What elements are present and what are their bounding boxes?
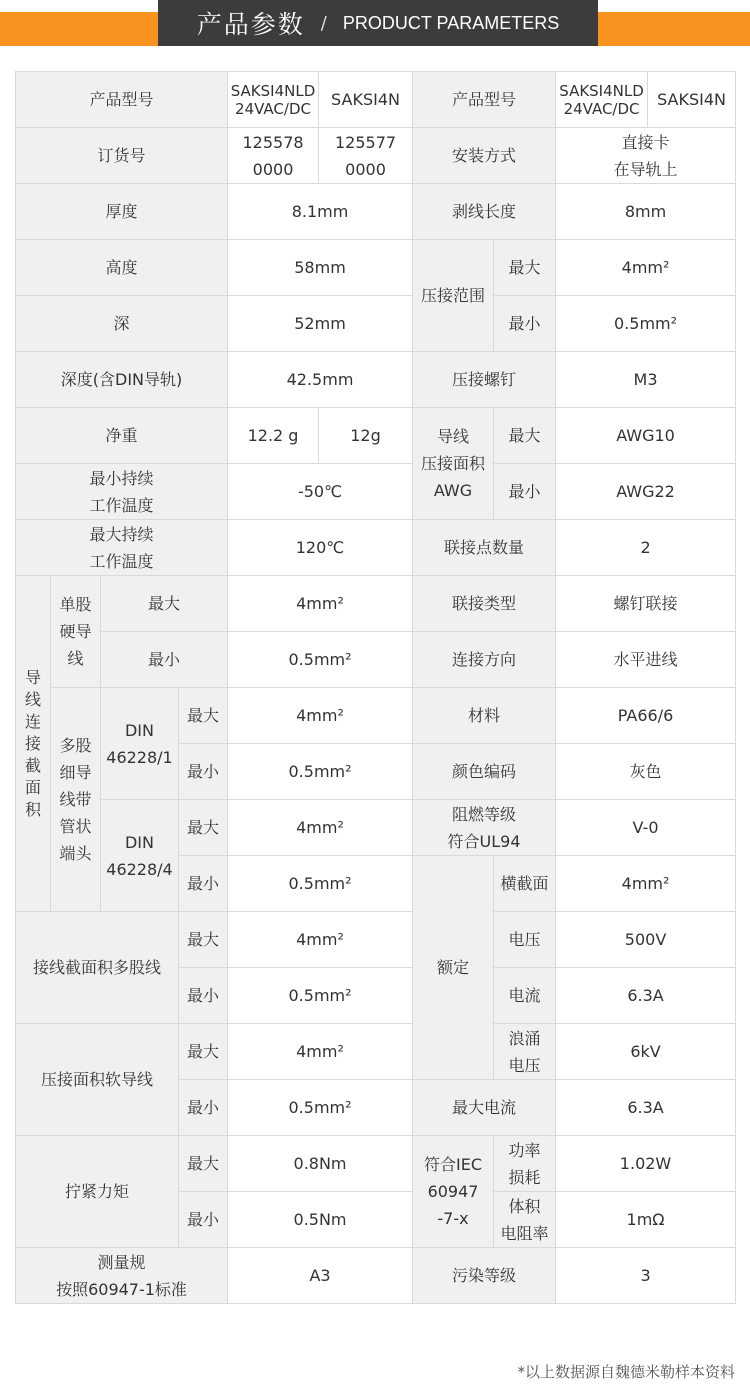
order-b: 125577 0000 — [319, 128, 413, 184]
header-accent-right — [598, 12, 750, 46]
voltage-label: 电压 — [494, 912, 556, 968]
color-value: 灰色 — [556, 744, 736, 800]
conn-dir-label: 连接方向 — [413, 632, 556, 688]
crimp-range-label: 压接范围 — [413, 240, 494, 352]
solid-min-value: 0.5mm² — [228, 632, 413, 688]
header-title-zh: 产品参数 — [196, 10, 305, 39]
table-row — [16, 912, 736, 968]
soft-min-label: 最小 — [179, 1080, 228, 1136]
table-row — [16, 352, 736, 408]
max-current-label: 最大电流 — [413, 1080, 556, 1136]
model-a-right: SAKSI4NLD 24VAC/DC — [556, 72, 648, 128]
conn-dir-value: 水平进线 — [556, 632, 736, 688]
awg-max-label: 最大 — [494, 408, 556, 464]
torque-max-label: 最大 — [179, 1136, 228, 1192]
din1-label: DIN 46228/1 — [101, 688, 179, 800]
awg-min-label: 最小 — [494, 464, 556, 520]
mount-value: 直接卡 在导轨上 — [556, 128, 736, 184]
table-row — [16, 72, 736, 128]
table-row — [16, 296, 736, 352]
table-row — [16, 184, 736, 240]
surge-value: 6kV — [556, 1024, 736, 1080]
model-label-right: 产品型号 — [413, 72, 556, 128]
table-row — [16, 240, 736, 296]
points-value: 2 — [556, 520, 736, 576]
max-current-value: 6.3A — [556, 1080, 736, 1136]
order-label: 订货号 — [16, 128, 228, 184]
solid-label: 单股 硬导 线 — [51, 576, 101, 688]
screw-value: M3 — [556, 352, 736, 408]
footnote: *以上数据源自魏德米勒样本资料 — [517, 1363, 735, 1381]
pollution-value: 3 — [556, 1248, 736, 1304]
awg-max-value: AWG10 — [556, 408, 736, 464]
table-row — [16, 1136, 736, 1192]
header-tab — [158, 0, 598, 46]
table-row — [16, 128, 736, 184]
resistivity-value: 1mΩ — [556, 1192, 736, 1248]
table-row — [16, 576, 736, 632]
depth-value: 52mm — [228, 296, 413, 352]
max-temp-label: 最大持续 工作温度 — [16, 520, 228, 576]
min-temp-value: -50℃ — [228, 464, 413, 520]
table-row — [16, 688, 736, 744]
voltage-value: 500V — [556, 912, 736, 968]
color-label: 颜色编码 — [413, 744, 556, 800]
weight-b: 12g — [319, 408, 413, 464]
table-row — [16, 1024, 736, 1080]
table-row — [16, 800, 736, 856]
thickness-value: 8.1mm — [228, 184, 413, 240]
conn-cross-label: 导 线 连 接 截 面 积 — [16, 576, 51, 912]
model-a: SAKSI4NLD 24VAC/DC — [228, 72, 319, 128]
table-row — [16, 1248, 736, 1304]
flame-value: V-0 — [556, 800, 736, 856]
mount-label: 安装方式 — [413, 128, 556, 184]
solid-max-label: 最大 — [101, 576, 228, 632]
multi-min-label: 最小 — [179, 968, 228, 1024]
din1-max-value: 4mm² — [228, 688, 413, 744]
model-b-right: SAKSI4N — [648, 72, 736, 128]
current-label: 电流 — [494, 968, 556, 1024]
gauge-value: A3 — [228, 1248, 413, 1304]
model-b: SAKSI4N — [319, 72, 413, 128]
material-label: 材料 — [413, 688, 556, 744]
depth-din-value: 42.5mm — [228, 352, 413, 408]
multi-min-value: 0.5mm² — [228, 968, 413, 1024]
flame-label: 阻燃等级 符合UL94 — [413, 800, 556, 856]
solid-max-value: 4mm² — [228, 576, 413, 632]
depth-label: 深 — [16, 296, 228, 352]
pollution-label: 污染等级 — [413, 1248, 556, 1304]
crimp-min-value: 0.5mm² — [556, 296, 736, 352]
torque-min-value: 0.5Nm — [228, 1192, 413, 1248]
soft-label: 压接面积软导线 — [16, 1024, 179, 1136]
multi-label: 接线截面积多股线 — [16, 912, 179, 1024]
crimp-max-value: 4mm² — [556, 240, 736, 296]
din1-min-label: 最小 — [179, 744, 228, 800]
order-a: 125578 0000 — [228, 128, 319, 184]
rated-cross-label: 横截面 — [494, 856, 556, 912]
surge-label: 浪涌 电压 — [494, 1024, 556, 1080]
gauge-label: 测量规 按照60947-1标准 — [16, 1248, 228, 1304]
table-row — [16, 464, 736, 520]
thickness-label: 厚度 — [16, 184, 228, 240]
weight-a: 12.2 g — [228, 408, 319, 464]
strip-label: 剥线长度 — [413, 184, 556, 240]
resistivity-label: 体积 电阻率 — [494, 1192, 556, 1248]
awg-label: 导线 压接面积 AWG — [413, 408, 494, 520]
screw-label: 压接螺钉 — [413, 352, 556, 408]
power-loss-value: 1.02W — [556, 1136, 736, 1192]
soft-min-value: 0.5mm² — [228, 1080, 413, 1136]
depth-din-label: 深度(含DIN导轨) — [16, 352, 228, 408]
max-temp-value: 120℃ — [228, 520, 413, 576]
din4-max-value: 4mm² — [228, 800, 413, 856]
height-value: 58mm — [228, 240, 413, 296]
table-row — [16, 520, 736, 576]
rated-label: 额定 — [413, 856, 494, 1080]
header-title-en: PRODUCT PARAMETERS — [342, 12, 560, 33]
table-row — [16, 632, 736, 688]
section-header — [0, 0, 750, 46]
conn-type-label: 联接类型 — [413, 576, 556, 632]
points-label: 联接点数量 — [413, 520, 556, 576]
header-accent-left — [0, 12, 158, 46]
current-value: 6.3A — [556, 968, 736, 1024]
crimp-max-label: 最大 — [494, 240, 556, 296]
din4-min-value: 0.5mm² — [228, 856, 413, 912]
multi-max-value: 4mm² — [228, 912, 413, 968]
min-temp-label: 最小持续 工作温度 — [16, 464, 228, 520]
din1-min-value: 0.5mm² — [228, 744, 413, 800]
din4-max-label: 最大 — [179, 800, 228, 856]
model-label: 产品型号 — [16, 72, 228, 128]
table-row — [16, 408, 736, 464]
iec-label: 符合IEC 60947 -7-x — [413, 1136, 494, 1248]
power-loss-label: 功率 损耗 — [494, 1136, 556, 1192]
stranded-ferrule-label: 多股 细导 线带 管状 端头 — [51, 688, 101, 912]
weight-label: 净重 — [16, 408, 228, 464]
soft-max-value: 4mm² — [228, 1024, 413, 1080]
multi-max-label: 最大 — [179, 912, 228, 968]
rated-cross-value: 4mm² — [556, 856, 736, 912]
torque-max-value: 0.8Nm — [228, 1136, 413, 1192]
awg-min-value: AWG22 — [556, 464, 736, 520]
torque-label: 拧紧力矩 — [16, 1136, 179, 1248]
header-separator: / — [320, 12, 327, 34]
din4-min-label: 最小 — [179, 856, 228, 912]
strip-value: 8mm — [556, 184, 736, 240]
crimp-min-label: 最小 — [494, 296, 556, 352]
solid-min-label: 最小 — [101, 632, 228, 688]
din4-label: DIN 46228/4 — [101, 800, 179, 912]
torque-min-label: 最小 — [179, 1192, 228, 1248]
conn-type-value: 螺钉联接 — [556, 576, 736, 632]
height-label: 高度 — [16, 240, 228, 296]
parameters-table — [15, 71, 736, 1304]
material-value: PA66/6 — [556, 688, 736, 744]
soft-max-label: 最大 — [179, 1024, 228, 1080]
din1-max-label: 最大 — [179, 688, 228, 744]
